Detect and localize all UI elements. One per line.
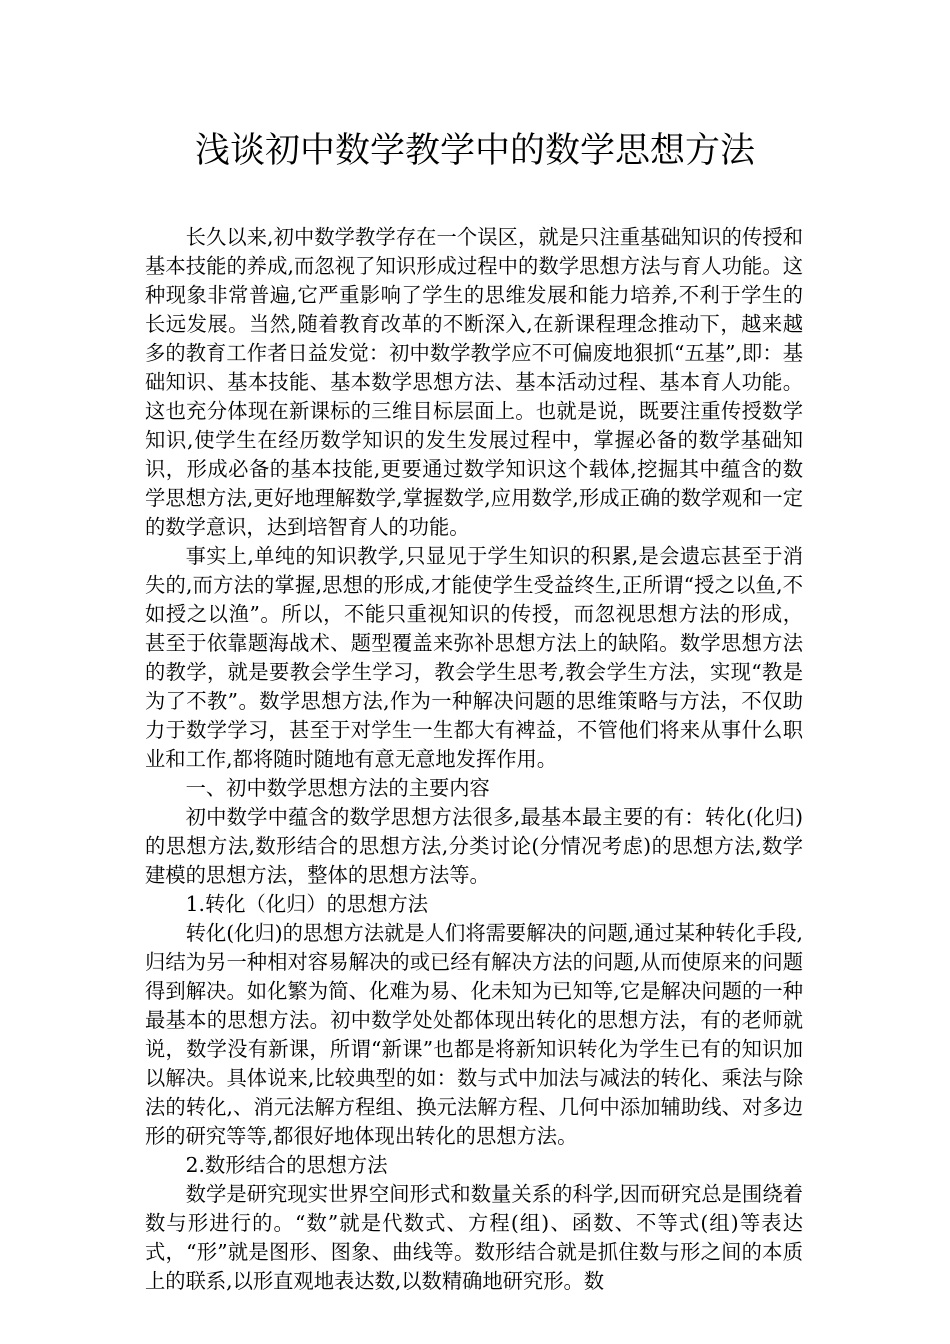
paragraph-conversion: 转化(化归)的思想方法就是人们将需要解决的问题,通过某种转化手段,归结为另一种相对容易解决的或已经有解决方法的问题,从而使原来的问题得到解决。如化繁为简、化难为易、化未知为已知等,它是解决问题的一种最基本的思想方法。初中数学处处都体现出转化的思想方法，有的老师就说，数学没有新课，所谓“新课”也都是将新知识转化为学生已有的知识加以解决。具体说来,比较典型的如：数与式中加法与减法的转化、乘法与除法的转化,、消元法解方程组、换元法解方程、几何中添加辅助线、对多边形的研究等等,都很好地体现出转化的思想方法。 (145, 921, 803, 1148)
paragraph-number-shape: 数学是研究现实世界空间形式和数量关系的科学,因而研究总是围绕着数与形进行的。“数”就是代数式、方程(组)、函数、不等式(组)等表达式，“形”就是图形、图象、曲线等。数形结合就是抓住数与形之间的本质上的联系,以形直观地表达数,以数精确地研究形。数 (145, 1182, 803, 1293)
document-title: 浅谈初中数学教学中的数学思想方法 (194, 131, 755, 171)
paragraph-main-content: 初中数学中蕴含的数学思想方法很多,最基本最主要的有：转化(化归)的思想方法,数形结合的思想方法,分类讨论(分情况考虑)的思想方法,数学建模的思想方法，整体的思想方法等。 (145, 805, 803, 887)
section-heading-1: 一、初中数学思想方法的主要内容 (185, 776, 490, 800)
subsection-heading-1: 1.转化（化归）的思想方法 (185, 892, 429, 916)
document-body (145, 223, 803, 1296)
paragraph-fact: 事实上,单纯的知识教学,只显见于学生知识的积累,是会遗忘甚至于消失的,而方法的掌握,思想的形成,才能使学生受益终生,正所谓“授之以鱼,不如授之以渔”。所以，不能只重视知识的传授，而忽视思想方法的形成，甚至于依靠题海战术、题型覆盖来弥补思想方法上的缺陷。数学思想方法的教学，就是要教会学生学习，教会学生思考,教会学生方法，实现“教是为了不教”。数学思想方法,作为一种解决问题的思维策略与方法，不仅助力于数学学习，甚至于对学生一生都大有裨益，不管他们将来从事什么职业和工作,都将随时随地有意无意地发挥作用。 (145, 544, 803, 771)
paragraph-intro: 长久以来,初中数学教学存在一个误区，就是只注重基础知识的传授和基本技能的养成,而忽视了知识形成过程中的数学思想方法与育人功能。这种现象非常普遍,它严重影响了学生的思维发展和能力培养,不利于学生的长远发展。当然,随着教育改革的不断深入,在新课程理念推动下，越来越多的教育工作者日益发觉：初中数学教学应不可偏废地狠抓“五基”,即：基础知识、基本技能、基本数学思想方法、基本活动过程、基本育人功能。这也充分体现在新课标的三维目标层面上。也就是说，既要注重传授数学知识,使学生在经历数学知识的发生发展过程中，掌握必备的数学基础知识，形成必备的基本技能,更要通过数学知识这个载体,挖掘其中蕴含的数学思想方法,更好地理解数学,掌握数学,应用数学,形成正确的数学观和一定的数学意识，达到培智育人的功能。 (145, 225, 803, 539)
subsection-heading-2: 2.数形结合的思想方法 (185, 1153, 388, 1177)
